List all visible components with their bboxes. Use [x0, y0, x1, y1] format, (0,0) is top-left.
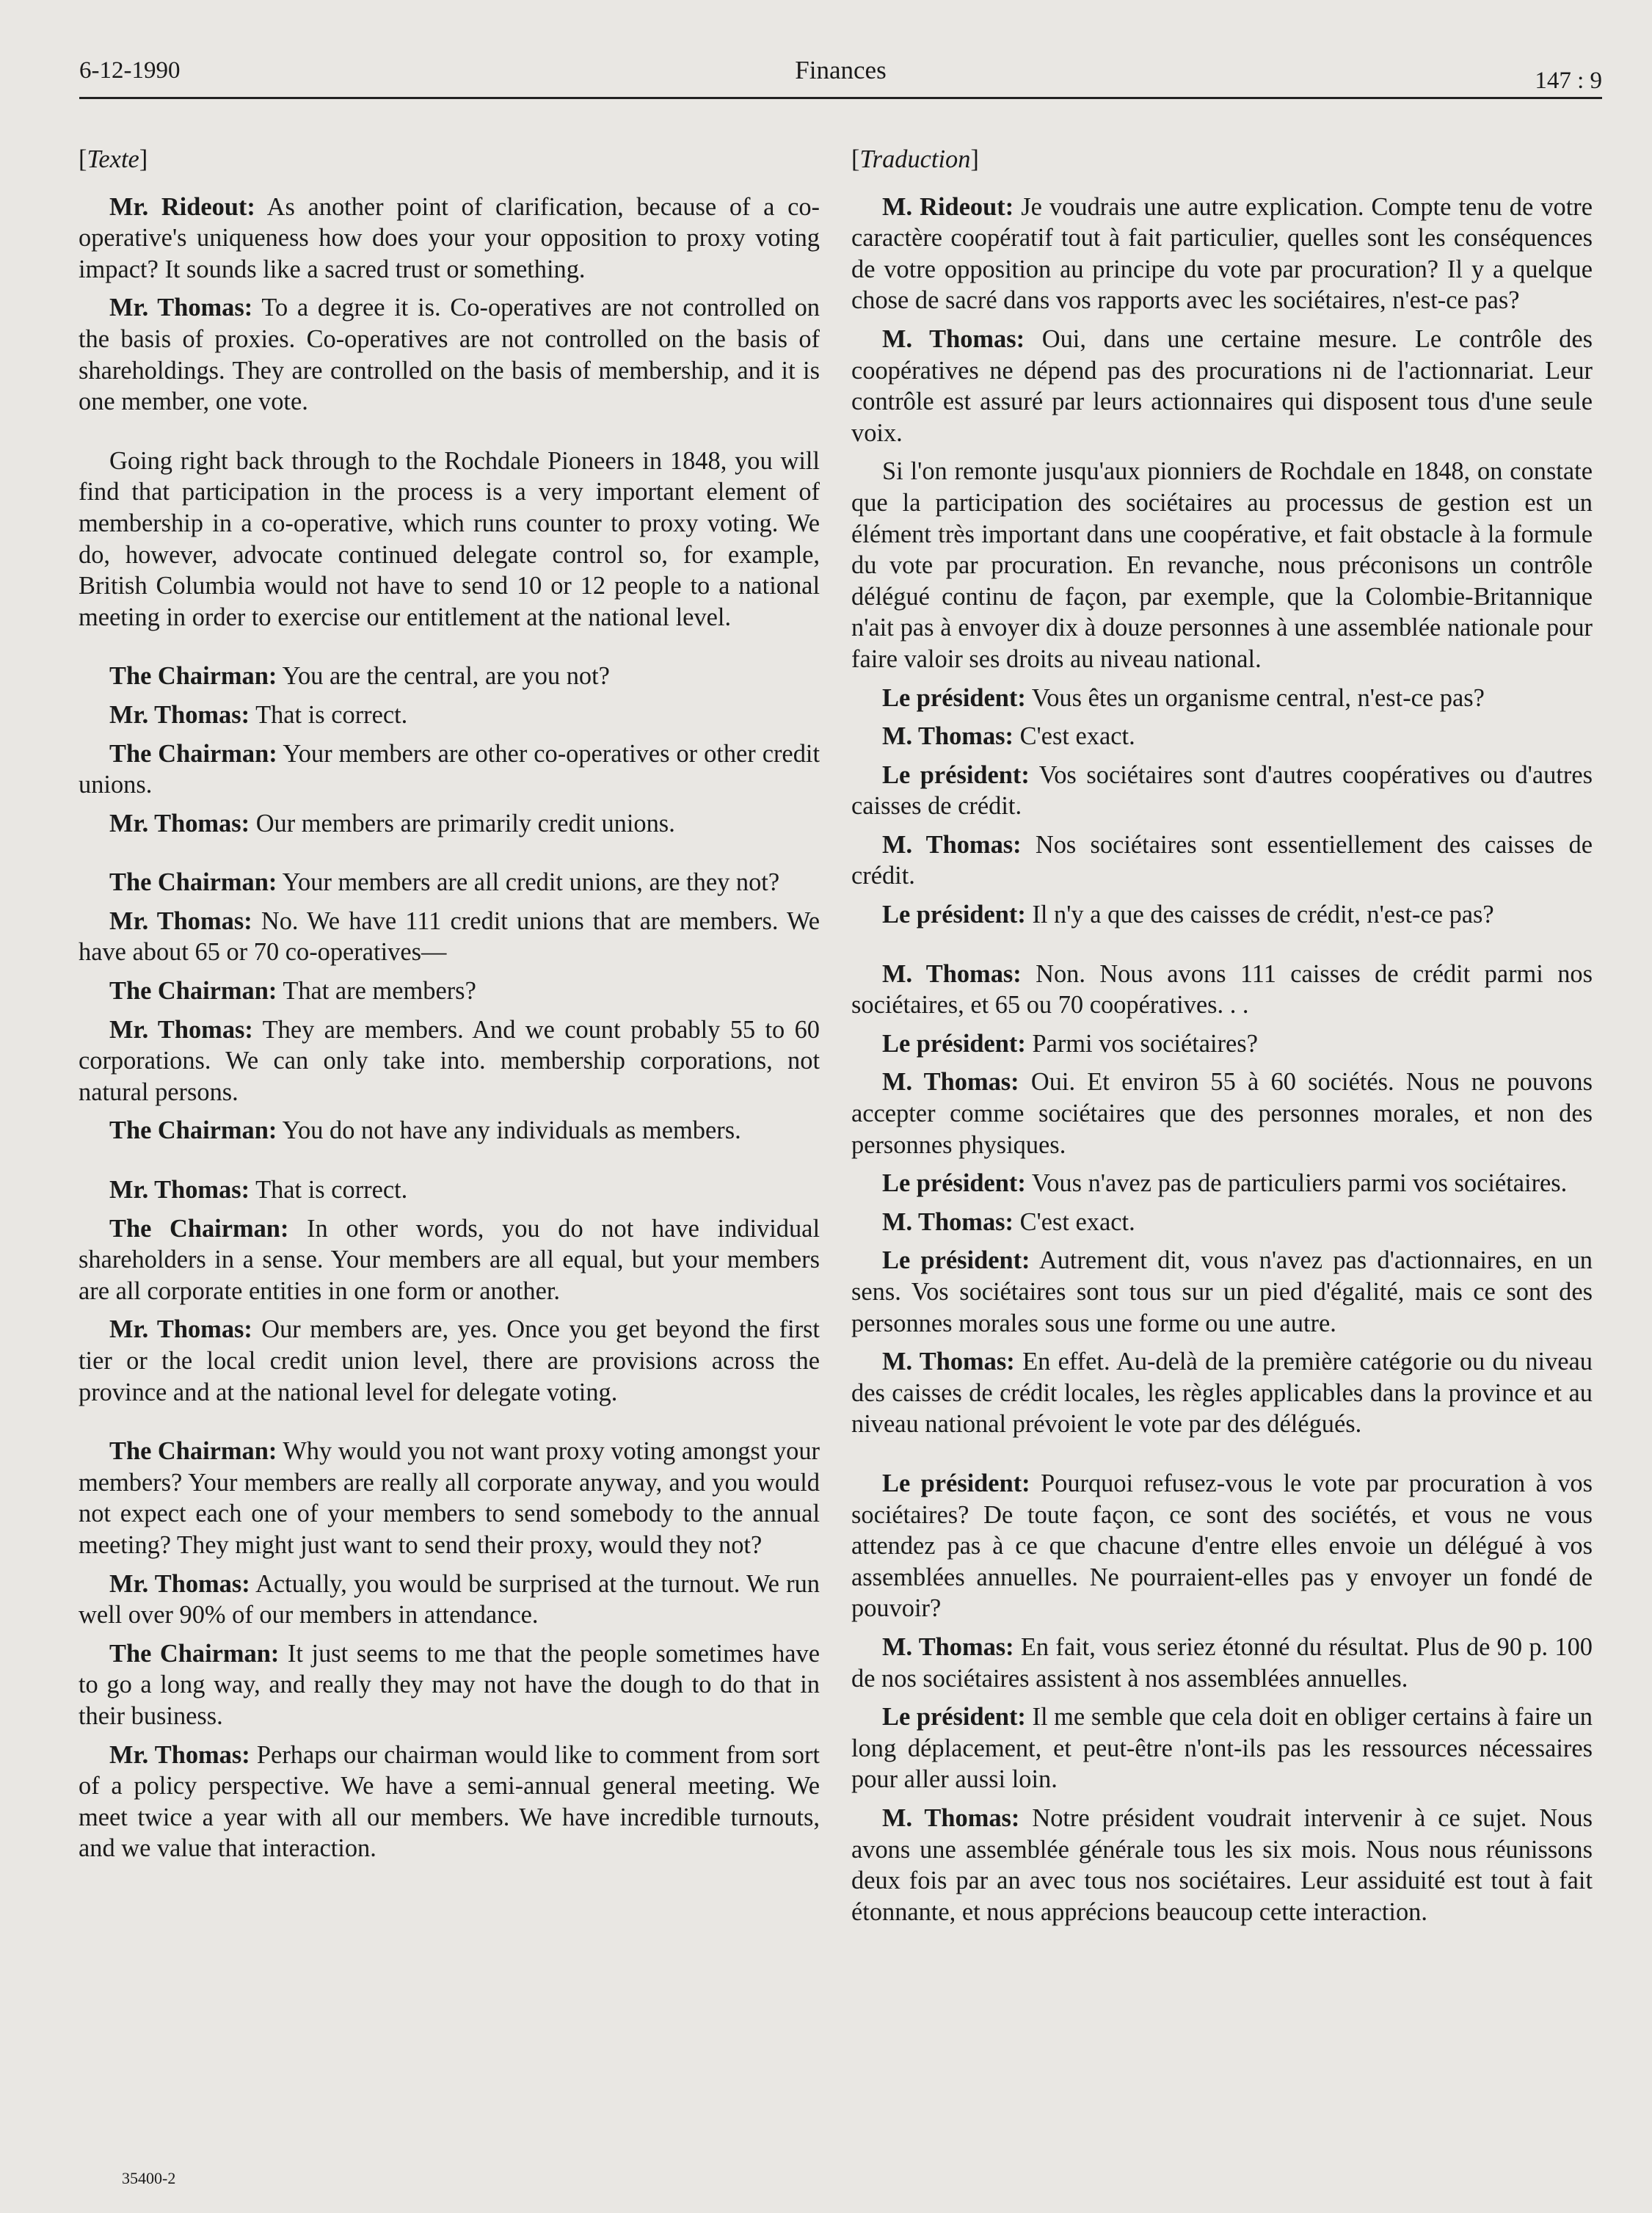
column-label-french: [Traduction] — [851, 145, 979, 173]
paragraph — [79, 699, 820, 731]
paragraph — [851, 829, 1593, 892]
speaker-name: Mr. Thomas: — [109, 1740, 250, 1769]
speaker-name: The Chairman: — [109, 1214, 289, 1243]
speech-text: Perhaps our chairman would like to comment from sort of a policy perspective. We have a semi-annual general meeting. We meet twice a year with all our members. We have incredible turnouts, and we value that interaction. — [79, 1740, 820, 1863]
paragraph — [851, 683, 1593, 714]
paragraph — [79, 446, 820, 633]
speech-text: It just seems to me that the people sometimes have to go a long way, and really they may not have the dough to do that in their business. — [79, 1639, 820, 1730]
paragraph — [79, 1436, 820, 1560]
paragraph — [851, 760, 1593, 822]
paragraph — [79, 1638, 820, 1732]
speech-text: Autrement dit, vous n'avez pas d'actionnaires, en un sens. Vos sociétaires sont tous sur un pied d'égalité, mais ce sont des personnes morales sous une forme ou une autre. — [851, 1246, 1593, 1337]
paragraph — [851, 1245, 1593, 1339]
speaker-name: Mr. Thomas: — [109, 1315, 252, 1344]
speech-text: En fait, vous seriez étonné du résultat. Plus de 90 p. 100 de nos sociétaires assistent à nos assemblées annuelles. — [851, 1632, 1593, 1693]
header-date: 6-12-1990 — [79, 57, 181, 84]
speech-text: Il me semble que cela doit en obliger certains à faire un long déplacement, et peut-être n'ont-ils pas les ressources nécessaires pour aller aussi loin. — [851, 1703, 1593, 1794]
speech-text: Oui. Et environ 55 à 60 sociétés. Nous ne pouvons accepter comme sociétaires que des personnes morales, et non des personnes physiques. — [851, 1068, 1593, 1159]
speaker-name: Mr. Thomas: — [109, 809, 250, 837]
speaker-name: Mr. Thomas: — [109, 1176, 250, 1204]
french-column — [851, 144, 1593, 1935]
speaker-name: The Chairman: — [109, 1116, 277, 1145]
speaker-name: M. Thomas: — [882, 1348, 1015, 1376]
speech-text: No. We have 111 credit unions that are members. We have about 65 or 70 co-operatives— — [79, 906, 820, 967]
paragraph — [79, 1740, 820, 1864]
speech-text: Your members are other co-operatives or other credit unions. — [79, 739, 820, 799]
paragraph — [851, 1701, 1593, 1795]
paragraph — [851, 1207, 1593, 1238]
paragraph — [79, 1569, 820, 1631]
paragraph — [79, 975, 820, 1007]
speaker-name: Le président: — [882, 1169, 1026, 1198]
speaker-name: Le président: — [882, 683, 1026, 712]
paragraph — [851, 324, 1593, 448]
speech-text: In other words, you do not have individual shareholders in a sense. Your members are all equal, but your members are all corporate entities in one form or another. — [79, 1214, 820, 1305]
speaker-name: M. Thomas: — [882, 1632, 1014, 1661]
paragraph — [851, 192, 1593, 316]
english-column — [79, 144, 820, 1872]
speaker-name: The Chairman: — [109, 1437, 277, 1466]
speaker-name: The Chairman: — [109, 868, 277, 897]
speech-text: Vous êtes un organisme central, n'est-ce pas? — [1031, 683, 1485, 712]
speech-text: To a degree it is. Co-operatives are not controlled on the basis of proxies. Co-operatives are not controlled on the basis of shareholdings. They are controlled on the basis of membership, and it is one member, one vote. — [79, 294, 820, 416]
speaker-name: The Chairman: — [109, 977, 277, 1006]
paragraph — [851, 1346, 1593, 1440]
paragraph — [79, 292, 820, 417]
speech-text: Notre président voudrait intervenir à ce sujet. Nous avons une assemblée générale tous les six mois. Nous nous réunissons deux fois par an avec tous nos sociétaires. Leur assiduité est tout à fait étonnante, et nous apprécions beaucoup cette interaction. — [851, 1803, 1593, 1926]
speaker-name: Mr. Thomas: — [109, 1569, 250, 1598]
speaker-name: The Chairman: — [109, 739, 277, 768]
paragraph — [79, 738, 820, 801]
paragraph — [851, 1632, 1593, 1694]
speaker-name: M. Rideout: — [882, 192, 1014, 221]
paragraph — [79, 1314, 820, 1408]
speech-text: En effet. Au-delà de la première catégorie ou du niveau des caisses de crédit locales, les règles applicables dans la province et au niveau national prévoient le vote par des délégués. — [851, 1348, 1593, 1439]
speaker-name: Le président: — [882, 760, 1030, 789]
speaker-name: M. Thomas: — [882, 1068, 1019, 1097]
speaker-name: Le président: — [882, 1703, 1026, 1731]
speaker-name: Le président: — [882, 901, 1026, 929]
paragraph — [851, 1468, 1593, 1624]
paragraph — [851, 899, 1593, 931]
paragraph — [851, 721, 1593, 752]
paragraph — [851, 456, 1593, 675]
speech-text: Nos sociétaires sont essentiellement des caisses de crédit. — [851, 830, 1593, 890]
paragraph — [79, 906, 820, 968]
speech-text: Actually, you would be surprised at the turnout. We run well over 90% of our members in attendance. — [79, 1569, 820, 1629]
speech-text: C'est exact. — [1019, 1207, 1135, 1236]
speaker-name: The Chairman: — [109, 662, 277, 691]
paragraph — [851, 1803, 1593, 1927]
paragraph — [79, 1174, 820, 1206]
speech-text: Il n'y a que des caisses de crédit, n'est-ce pas? — [1032, 901, 1494, 929]
speech-text: Parmi vos sociétaires? — [1032, 1029, 1258, 1058]
paragraph — [79, 1115, 820, 1147]
header-page-number: 147 : 9 — [1535, 68, 1602, 94]
speech-text: Vos sociétaires sont d'autres coopératives ou d'autres caisses de crédit. — [851, 760, 1593, 821]
speaker-name: M. Thomas: — [882, 1803, 1020, 1832]
speech-text: As another point of clarification, because of a co-operative's uniqueness how does your your opposition to proxy voting impact? It sounds like a sacred trust or something. — [79, 192, 820, 283]
speech-text: Non. Nous avons 111 caisses de crédit parmi nos sociétaires, et 65 ou 70 coopératives. . . — [851, 959, 1593, 1020]
speaker-name: M. Thomas: — [882, 830, 1022, 859]
speech-text: Going right back through to the Rochdale Pioneers in 1848, you will find that participation in the process is a very important element of membership in a co-operative, which runs counter to proxy voting. We do, however, advocate continued delegate control so, for example, British Columbia would not have to send 10 or 12 people to a national meeting in order to exercise our entitlement at the national level. — [79, 446, 820, 631]
speech-text: Si l'on remonte jusqu'aux pionniers de Rochdale en 1848, on constate que la participation des sociétaires au processus de gestion est un élément très important dans une coopérative, et fait obstacle à la formule du vote par procuration. En revanche, nous préconisons un contrôle délégué continu de façon, par exemple, que la Colombie-Britannique n'ait pas à envoyer dix à douze personnes à une assemblée nationale pour faire valoir ses droits au niveau national. — [851, 457, 1593, 673]
paragraph — [79, 1213, 820, 1307]
speaker-name: M. Thomas: — [882, 959, 1022, 988]
footer-code: 35400-2 — [122, 2169, 176, 2187]
paragraph — [79, 661, 820, 692]
header-title: Finances — [795, 56, 887, 84]
speaker-name: M. Thomas: — [882, 722, 1014, 751]
speech-text: Our members are, yes. Once you get beyond the first tier or the local credit union level, there are provisions across the province and at the national level for delegate voting. — [79, 1315, 820, 1406]
speaker-name: M. Thomas: — [882, 1207, 1014, 1236]
paragraph — [851, 1028, 1593, 1060]
speaker-name: Mr. Thomas: — [109, 294, 253, 322]
speaker-name: Mr. Thomas: — [109, 906, 252, 935]
paragraph — [79, 808, 820, 840]
column-label-english: [Texte] — [79, 145, 148, 173]
paragraph — [79, 1014, 820, 1108]
paragraph — [79, 192, 820, 286]
speaker-name: M. Thomas: — [882, 324, 1025, 353]
speech-text: Vous n'avez pas de particuliers parmi vos sociétaires. — [1031, 1169, 1568, 1198]
speech-text: You are the central, are you not? — [282, 662, 610, 691]
speech-text: Why would you not want proxy voting amongst your members? Your members are really all corporate anyway, and you would not expect each one of your members to send somebody to the annual meeting? They might just want to send their proxy, would they not? — [79, 1437, 820, 1559]
speaker-name: Le président: — [882, 1029, 1026, 1058]
paragraph — [79, 867, 820, 898]
speaker-name: Mr. Rideout: — [109, 192, 255, 221]
speech-text: C'est exact. — [1019, 722, 1135, 751]
speaker-name: Mr. Thomas: — [109, 1015, 253, 1044]
speech-text: They are members. And we count probably 55 to 60 corporations. We can only take into. membership corporations, not natural persons. — [79, 1015, 820, 1106]
speech-text: Pourquoi refusez-vous le vote par procuration à vos sociétaires? De toute façon, ce sont des sociétés, et vous ne vous attendez pas à ce que chacune d'entre elles envoie un délégué à vos assemblées annuelles. Ne pourraient-elles pas y envoyer un fondé de pouvoir? — [851, 1469, 1593, 1623]
speech-text: Our members are primarily credit unions. — [255, 809, 675, 837]
speaker-name: Le président: — [882, 1469, 1030, 1497]
paragraph — [851, 1066, 1593, 1160]
speaker-name: Le président: — [882, 1246, 1030, 1275]
speech-text: That is correct. — [255, 700, 408, 729]
speech-text: You do not have any individuals as members. — [282, 1116, 741, 1145]
speech-text: That is correct. — [255, 1176, 408, 1204]
speech-text: Your members are all credit unions, are they not? — [282, 868, 780, 897]
paragraph — [851, 959, 1593, 1021]
speech-text: Je voudrais une autre explication. Compte tenu de votre caractère coopératif tout à fait particulier, quelles sont les conséquences de votre opposition au principe du vote par procuration? Il y a quelque chose de sacré dans vos rapports avec les sociétaires, n'est-ce pas? — [851, 192, 1593, 315]
speech-text: Oui, dans une certaine mesure. Le contrôle des coopératives ne dépend pas des procurations ni de l'actionnariat. Leur contrôle est assuré par leurs actionnaires qui disposent tous d'une seule voix. — [851, 324, 1593, 447]
speaker-name: Mr. Thomas: — [109, 700, 250, 729]
speech-text: That are members? — [283, 977, 476, 1006]
running-header — [79, 51, 1602, 99]
speaker-name: The Chairman: — [109, 1639, 280, 1668]
paragraph — [851, 1168, 1593, 1199]
